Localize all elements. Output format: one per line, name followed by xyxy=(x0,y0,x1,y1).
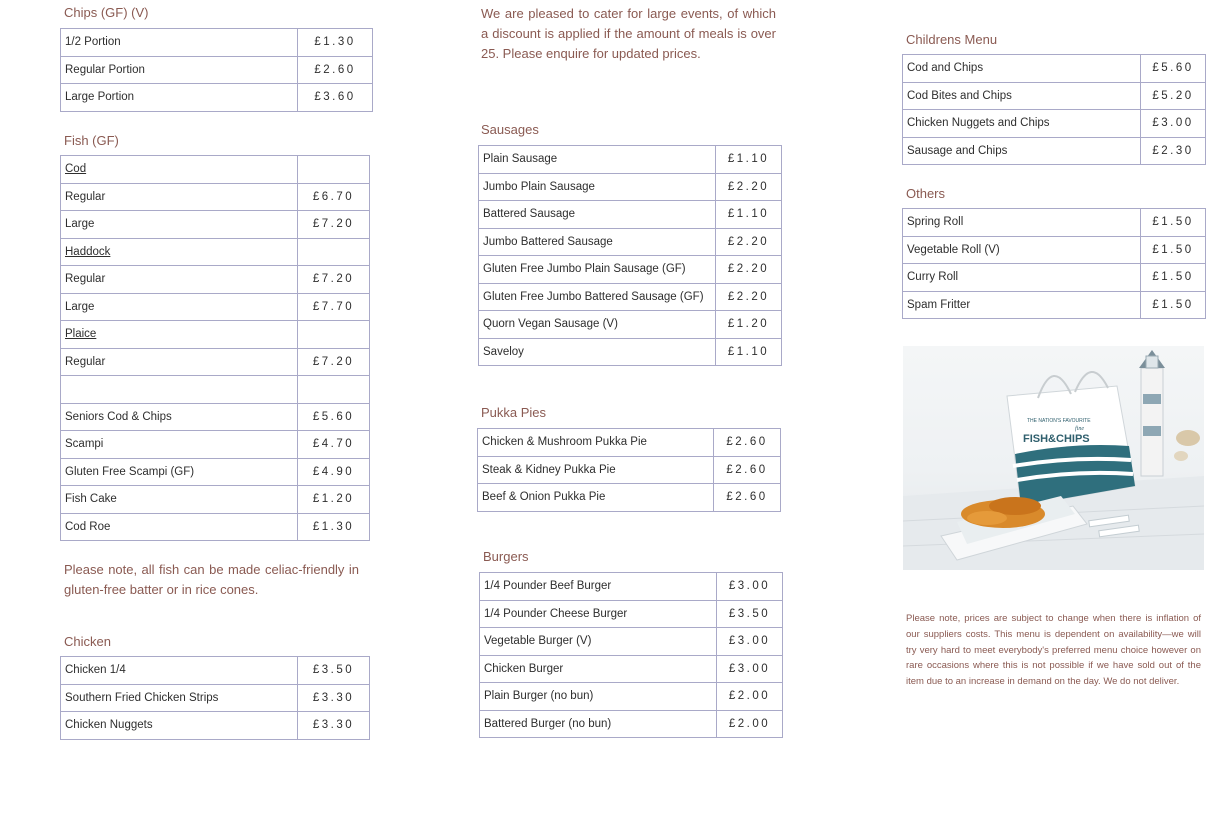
menu-row xyxy=(61,684,370,712)
menu-item-price: £1.20 xyxy=(716,311,782,339)
menu-item-price: £2.20 xyxy=(716,228,782,256)
menu-item-price: £5.60 xyxy=(1141,55,1206,83)
menu-item-price: £1.50 xyxy=(1141,291,1206,319)
fish-heading: Fish (GF) xyxy=(64,133,119,148)
pies-heading: Pukka Pies xyxy=(481,405,547,420)
menu-item-name: Chicken Burger xyxy=(480,655,717,683)
menu-item-price: £2.00 xyxy=(717,683,783,711)
menu-item-price: £7.20 xyxy=(298,211,370,239)
menu-item-price: £3.00 xyxy=(1141,110,1206,138)
menu-row xyxy=(61,29,373,57)
menu-row xyxy=(61,403,370,431)
menu-row xyxy=(903,264,1206,292)
menu-item-price: £7.20 xyxy=(298,348,370,376)
menu-row xyxy=(903,110,1206,138)
menu-row xyxy=(61,238,370,266)
menu-item-price: £3.50 xyxy=(298,657,370,685)
menu-item-price: £6.70 xyxy=(298,183,370,211)
menu-row xyxy=(61,486,370,514)
menu-row xyxy=(480,655,783,683)
menu-item-price xyxy=(298,321,370,349)
menu-item-price: £5.20 xyxy=(1141,82,1206,110)
bag-tagline: THE NATION'S FAVOURITE xyxy=(1027,418,1091,424)
menu-item-name: Cod Bites and Chips xyxy=(903,82,1141,110)
menu-item-name: Cod and Chips xyxy=(903,55,1141,83)
menu-item-price: £1.50 xyxy=(1141,264,1206,292)
menu-row xyxy=(903,291,1206,319)
menu-item-name: Regular Portion xyxy=(61,56,298,84)
sausages-heading: Sausages xyxy=(481,122,539,137)
menu-row xyxy=(903,236,1206,264)
menu-row xyxy=(61,458,370,486)
menu-item-price: £5.60 xyxy=(298,403,370,431)
photo-illustration xyxy=(903,346,1204,570)
price-note: Please note, prices are subject to change when there is inflation of our suppliers costs. This menu is dependent on availability—we will try very hard to meet everybody's preferred menu choice however on rare occasions where this is not possible if we have sold out of the item due to an increase in demand on the day. We do not deliver. xyxy=(906,613,1201,688)
menu-item-price: £2.20 xyxy=(716,256,782,284)
menu-item-name: Curry Roll xyxy=(903,264,1141,292)
menu-item-price xyxy=(298,238,370,266)
menu-item-price: £3.00 xyxy=(717,655,783,683)
menu-item-price: £3.00 xyxy=(717,573,783,601)
menu-item-name: Regular xyxy=(61,183,298,211)
menu-item-name: Regular xyxy=(61,348,298,376)
menu-item-name: 1/4 Pounder Cheese Burger xyxy=(480,600,717,628)
menu-item-price: £3.60 xyxy=(298,84,373,112)
menu-row xyxy=(480,600,783,628)
menu-item-name: Chicken Nuggets xyxy=(61,712,298,740)
menu-row xyxy=(480,573,783,601)
menu-item-price: £1.20 xyxy=(298,486,370,514)
menu-item-name: Southern Fried Chicken Strips xyxy=(61,684,298,712)
menu-row xyxy=(479,146,782,174)
menu-item-name: Spam Fritter xyxy=(903,291,1141,319)
menu-row xyxy=(61,183,370,211)
menu-item-price: £4.70 xyxy=(298,431,370,459)
menu-item-name: Vegetable Burger (V) xyxy=(480,628,717,656)
menu-row xyxy=(478,456,781,484)
menu-item-name: Fish Cake xyxy=(61,486,298,514)
menu-row xyxy=(480,683,783,711)
menu-row xyxy=(61,56,373,84)
chicken-table xyxy=(60,656,370,740)
menu-item-name: Gluten Free Jumbo Plain Sausage (GF) xyxy=(479,256,716,284)
menu-item-name: Scampi xyxy=(61,431,298,459)
burgers-table xyxy=(479,572,783,738)
fish-and-chips-photo xyxy=(903,346,1204,570)
chips-heading: Chips (GF) (V) xyxy=(64,5,149,20)
menu-row xyxy=(61,321,370,349)
menu-row xyxy=(479,283,782,311)
menu-row xyxy=(61,431,370,459)
menu-item-name: Chicken & Mushroom Pukka Pie xyxy=(478,429,714,457)
fish-table xyxy=(60,155,370,541)
menu-item-name: Cod xyxy=(61,156,298,184)
menu-item-price: £2.30 xyxy=(1141,137,1206,165)
menu-row xyxy=(903,82,1206,110)
menu-item-name: Plain Sausage xyxy=(479,146,716,174)
menu-row xyxy=(479,228,782,256)
menu-row xyxy=(479,338,782,366)
menu-item-name: Seniors Cod & Chips xyxy=(61,403,298,431)
menu-row xyxy=(479,173,782,201)
menu-row xyxy=(903,137,1206,165)
menu-item-price: £3.30 xyxy=(298,684,370,712)
menu-row xyxy=(479,201,782,229)
menu-item-name: 1/2 Portion xyxy=(61,29,298,57)
burgers-heading: Burgers xyxy=(483,549,529,564)
menu-item-name: Battered Sausage xyxy=(479,201,716,229)
menu-item-price xyxy=(298,156,370,184)
menu-item-price: £2.60 xyxy=(298,56,373,84)
menu-item-price: £1.50 xyxy=(1141,209,1206,237)
menu-item-name: Large xyxy=(61,211,298,239)
menu-item-price: £3.30 xyxy=(298,712,370,740)
menu-item-name: Large Portion xyxy=(61,84,298,112)
menu-item-name: Large xyxy=(61,293,298,321)
menu-row xyxy=(61,156,370,184)
menu-item-name: Gluten Free Scampi (GF) xyxy=(61,458,298,486)
menu-row xyxy=(61,266,370,294)
childrens-heading: Childrens Menu xyxy=(906,32,998,47)
bag-brand: FISH&CHIPS xyxy=(1023,433,1090,445)
menu-item-price: £1.30 xyxy=(298,29,373,57)
menu-item-price: £3.00 xyxy=(717,628,783,656)
menu-row xyxy=(478,484,781,512)
menu-item-name: Jumbo Battered Sausage xyxy=(479,228,716,256)
menu-row xyxy=(61,657,370,685)
menu-row xyxy=(903,209,1206,237)
menu-item-name: Vegetable Roll (V) xyxy=(903,236,1141,264)
menu-row xyxy=(61,348,370,376)
menu-item-name: Battered Burger (no bun) xyxy=(480,710,717,738)
menu-item-price: £7.70 xyxy=(298,293,370,321)
menu-item-name: Gluten Free Jumbo Battered Sausage (GF) xyxy=(479,283,716,311)
menu-item-name: Saveloy xyxy=(479,338,716,366)
menu-item-price: £1.30 xyxy=(298,513,370,541)
chicken-heading: Chicken xyxy=(64,634,111,649)
menu-item-price: £2.60 xyxy=(714,456,781,484)
menu-item-price: £1.10 xyxy=(716,146,782,174)
menu-item-name xyxy=(61,376,298,404)
others-table xyxy=(902,208,1206,319)
menu-item-price: £4.90 xyxy=(298,458,370,486)
menu-row xyxy=(478,429,781,457)
menu-item-price: £1.50 xyxy=(1141,236,1206,264)
menu-row xyxy=(480,628,783,656)
menu-item-price: £3.50 xyxy=(717,600,783,628)
menu-row xyxy=(61,211,370,239)
menu-item-name: 1/4 Pounder Beef Burger xyxy=(480,573,717,601)
pies-table xyxy=(477,428,781,512)
menu-item-price: £2.60 xyxy=(714,484,781,512)
menu-item-price: £7.20 xyxy=(298,266,370,294)
menu-item-name: Steak & Kidney Pukka Pie xyxy=(478,456,714,484)
menu-row xyxy=(479,311,782,339)
sausages-table xyxy=(478,145,782,366)
menu-row xyxy=(61,376,370,404)
menu-item-name: Chicken Nuggets and Chips xyxy=(903,110,1141,138)
menu-item-price xyxy=(298,376,370,404)
menu-item-price: £2.60 xyxy=(714,429,781,457)
menu-row xyxy=(479,256,782,284)
menu-item-price: £2.20 xyxy=(716,173,782,201)
menu-row xyxy=(61,84,373,112)
menu-item-name: Sausage and Chips xyxy=(903,137,1141,165)
menu-item-name: Plain Burger (no bun) xyxy=(480,683,717,711)
childrens-table xyxy=(902,54,1206,165)
menu-item-name: Chicken 1/4 xyxy=(61,657,298,685)
menu-row xyxy=(61,513,370,541)
menu-item-name: Plaice xyxy=(61,321,298,349)
menu-item-price: £2.00 xyxy=(717,710,783,738)
menu-item-name: Regular xyxy=(61,266,298,294)
bag-fine: fine xyxy=(1075,426,1084,432)
menu-item-name: Cod Roe xyxy=(61,513,298,541)
menu-row xyxy=(61,712,370,740)
chips-table xyxy=(60,28,373,112)
fish-note: Please note, all fish can be made celiac-friendly in gluten-free batter or in rice cones. xyxy=(64,562,359,597)
menu-item-price: £1.10 xyxy=(716,201,782,229)
menu-row xyxy=(61,293,370,321)
menu-row xyxy=(903,55,1206,83)
menu-row xyxy=(480,710,783,738)
menu-item-price: £1.10 xyxy=(716,338,782,366)
others-heading: Others xyxy=(906,186,946,201)
menu-item-name: Beef & Onion Pukka Pie xyxy=(478,484,714,512)
menu-item-name: Haddock xyxy=(61,238,298,266)
menu-item-name: Spring Roll xyxy=(903,209,1141,237)
menu-item-name: Quorn Vegan Sausage (V) xyxy=(479,311,716,339)
menu-item-price: £2.20 xyxy=(716,283,782,311)
menu-item-name: Jumbo Plain Sausage xyxy=(479,173,716,201)
events-note: We are pleased to cater for large events, of which a discount is applied if the amount of meals is over 25. Please enquire for updated prices. xyxy=(481,6,776,61)
